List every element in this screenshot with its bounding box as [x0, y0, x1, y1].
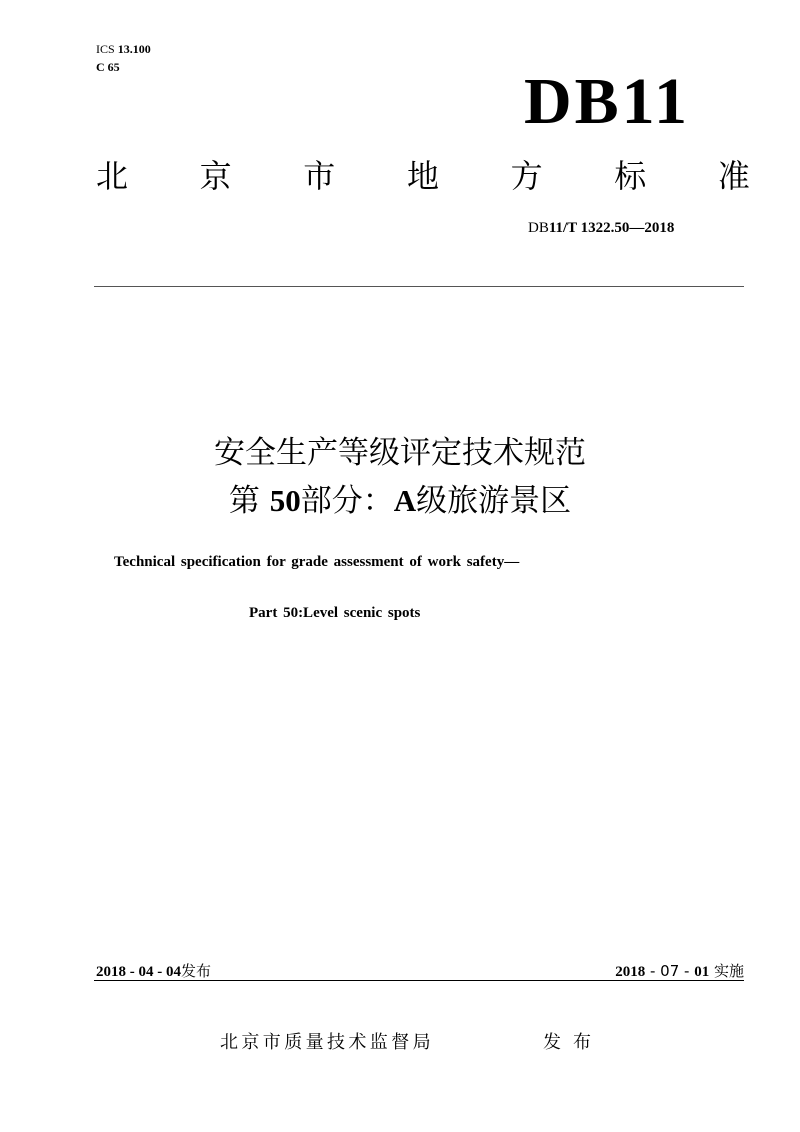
publisher: 北京市质量技术监督局	[220, 1032, 434, 1053]
ics-classification	[96, 42, 151, 56]
header-divider	[94, 286, 744, 287]
standard-number-prefix: DB	[528, 220, 549, 236]
issue-date-value: 2018 - 04 - 04	[96, 964, 181, 980]
standard-number-code: 11/T 1322.50—2018	[548, 220, 675, 236]
english-title-line1: Technical specification for grade assessment of work safety—	[114, 554, 520, 570]
implementation-year: 2018	[615, 964, 646, 980]
footer-divider	[94, 980, 744, 981]
implementation-day: 01	[694, 964, 710, 980]
ccs-code: C 65	[96, 60, 120, 74]
standard-type-char: 京	[199, 157, 232, 195]
implementation-month: - 07 -	[645, 962, 695, 980]
standard-type-char: 市	[303, 157, 336, 195]
ics-prefix: ICS	[96, 42, 115, 56]
document-title-line1: 安全生产等级评定技术规范	[214, 435, 586, 471]
standard-type-char: 准	[717, 157, 750, 195]
ics-code: 13.100	[117, 42, 151, 56]
standard-type-char: 方	[510, 157, 543, 195]
english-title-line2: Part 50:Level scenic spots	[249, 605, 421, 621]
document-title-line2	[0, 481, 800, 521]
title-part-pre: 第	[228, 483, 260, 519]
standard-type-char: 地	[406, 157, 439, 195]
standard-type-char: 标	[614, 157, 647, 195]
issue-label: 发布	[181, 962, 212, 980]
implementation-date	[615, 961, 744, 982]
standard-type	[92, 152, 754, 200]
title-part-number: 50	[269, 483, 301, 518]
title-part-mid: 部分：	[300, 483, 394, 519]
standard-code: DB11	[524, 65, 691, 138]
standard-type-char: 北	[95, 157, 128, 195]
title-part-post: 级旅游景区	[416, 483, 572, 519]
title-level-letter: A	[393, 483, 417, 518]
issue-date	[96, 961, 211, 982]
implementation-label: 实施	[713, 962, 744, 980]
publish-label: 发布	[543, 1032, 603, 1053]
standard-number	[528, 219, 674, 237]
